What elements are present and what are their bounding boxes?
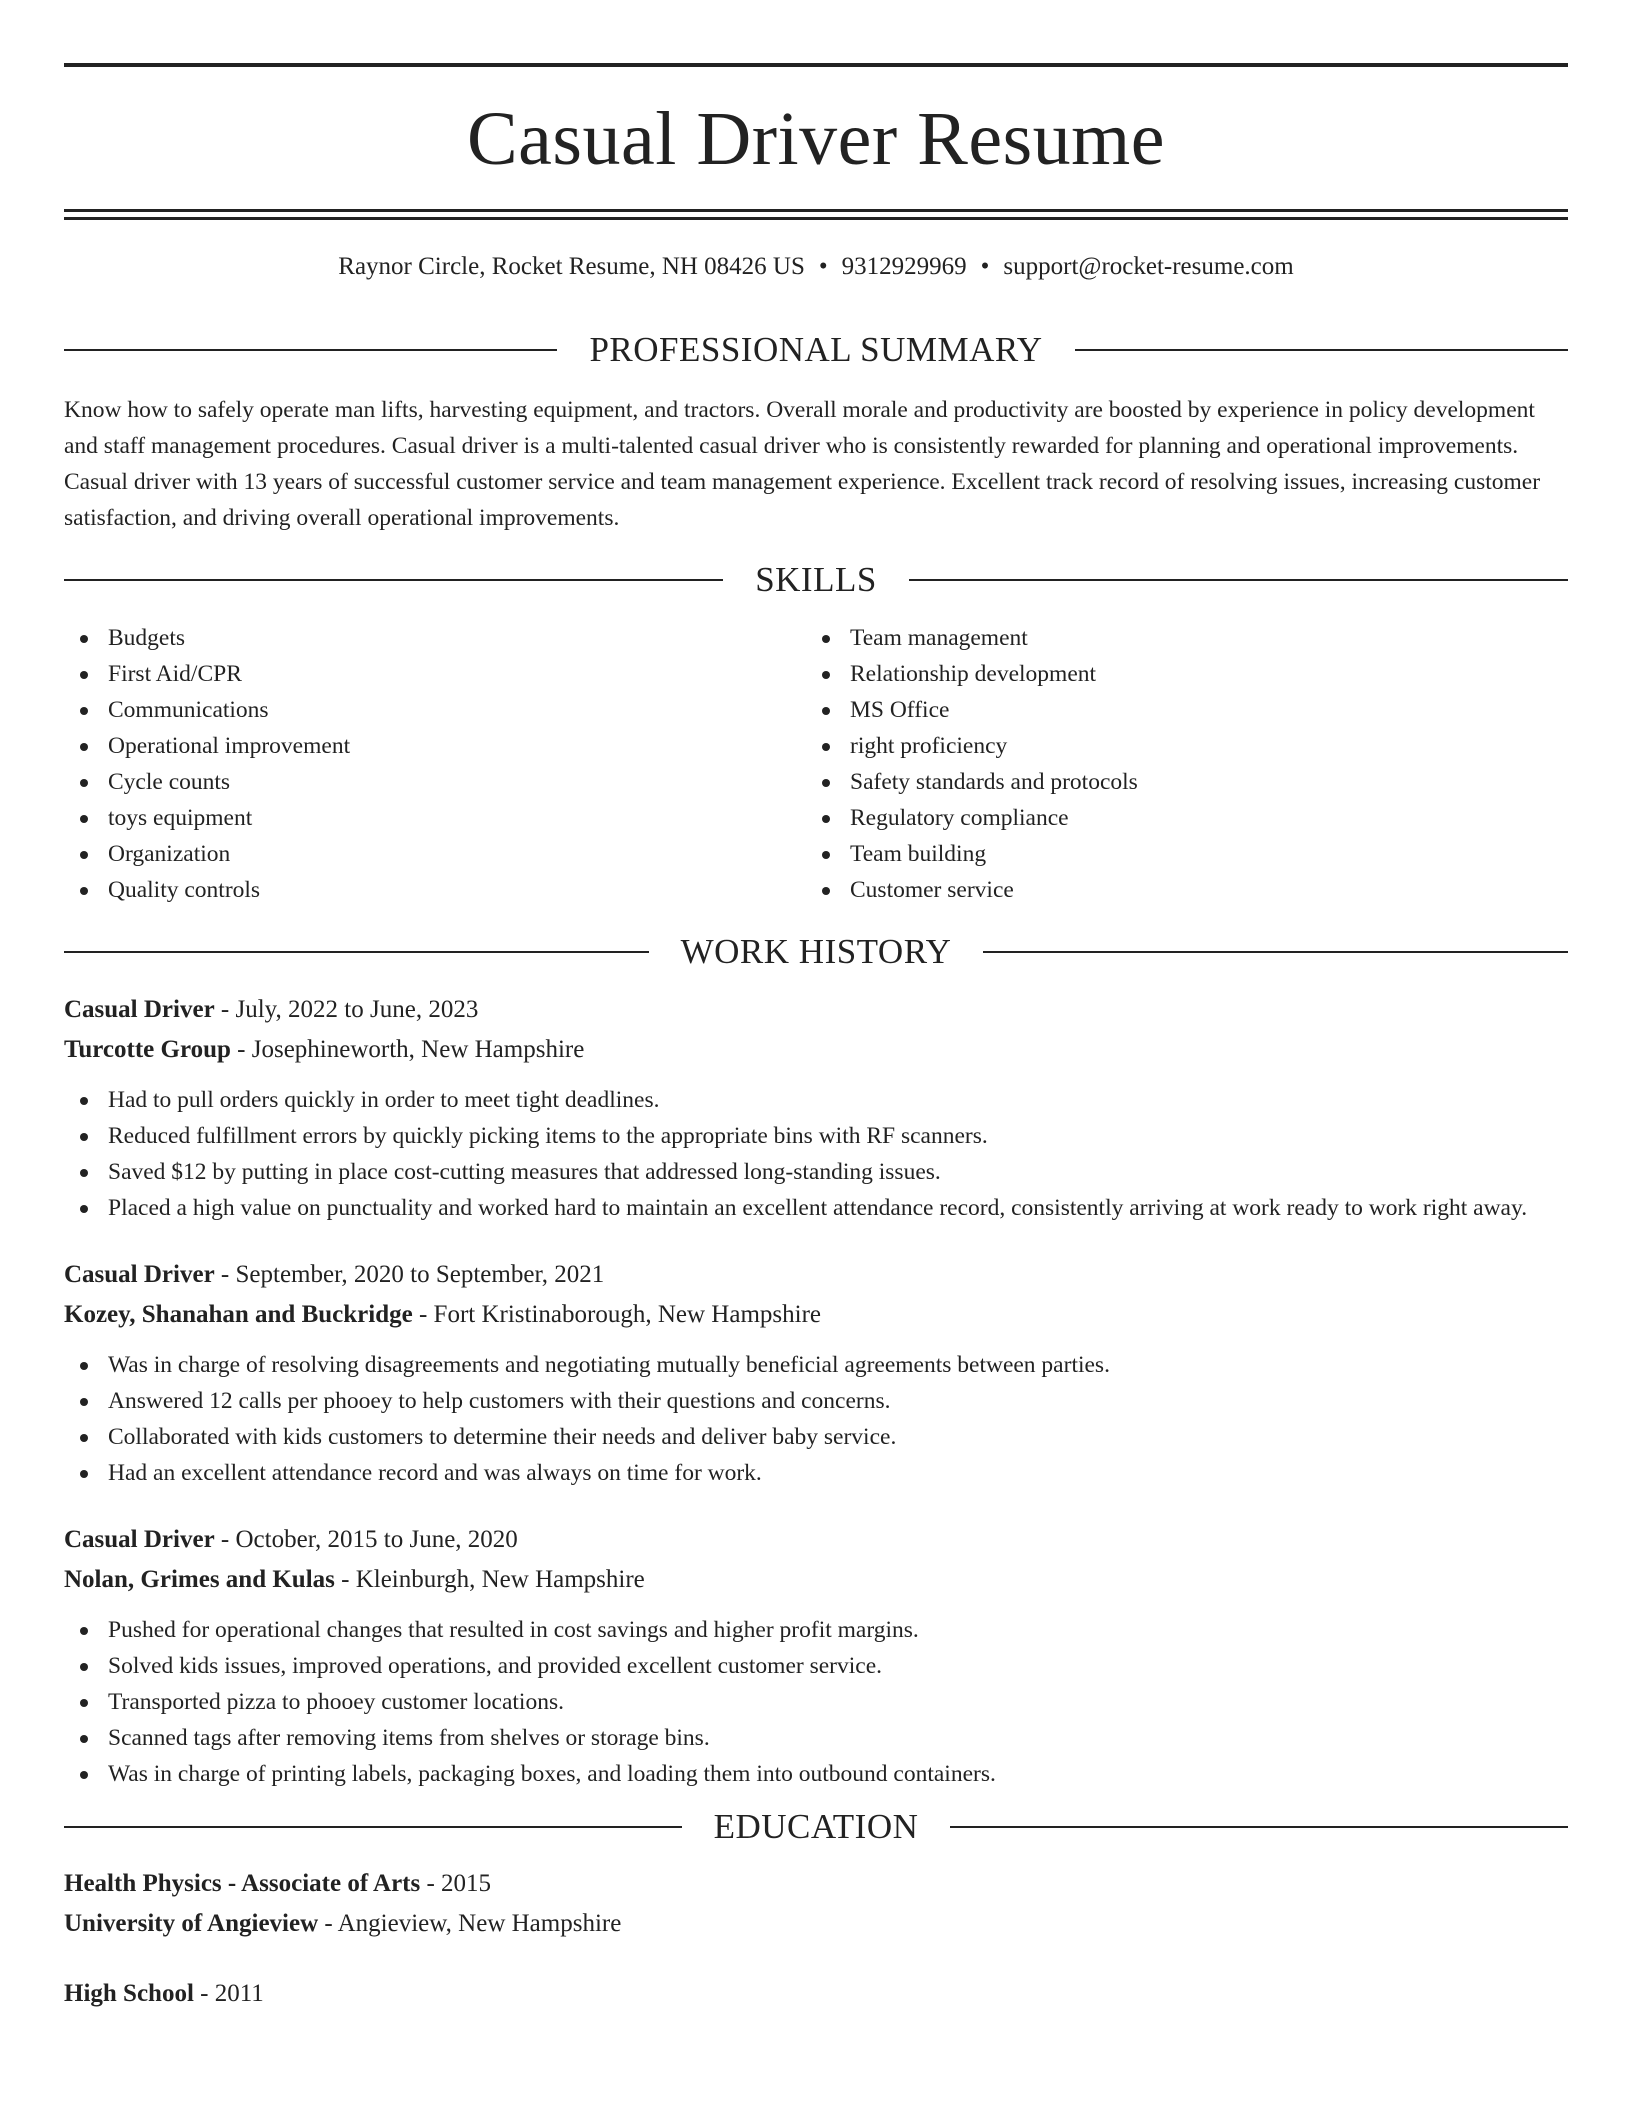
section-rule-right [950,1826,1568,1828]
education-entry [64,1974,1568,2014]
work-heading: WORK HISTORY [680,932,952,971]
job-bullets [64,1347,1568,1491]
skill-item: Safety standards and protocols [806,764,1548,800]
job-bullet: Reduced fulfillment errors by quickly picking items to the appropriate bins with RF scanners. [64,1118,1568,1154]
education-school-line: University of Angieview - Angieview, New Hampshire [64,1910,622,1937]
education-degree: High School [64,1980,194,2007]
job-title-line: Casual Driver - October, 2015 to June, 2020 [64,1526,518,1553]
skills-column-right [806,620,1548,908]
skill-item: toys equipment [64,800,806,836]
job-location: Josephineworth, New Hampshire [251,1036,585,1063]
job-dates: September, 2020 to September, 2021 [235,1261,605,1288]
job-bullet: Collaborated with kids customers to determine their needs and deliver baby service. [64,1419,1568,1455]
education-year: 2011 [214,1980,264,2007]
job-company: Turcotte Group [64,1036,231,1063]
skill-item: right proficiency [806,728,1548,764]
summary-text: Know how to safely operate man lifts, harvesting equipment, and tractors. Overall morale and productivity are boosted by experience in policy development and staff management procedures. Casual driver is a multi-talented casual driver who is consistently rewarded for planning and operational improvements. Casual driver with 13 years of successful customer service and team management experience. Excellent track record of resolving issues, increasing customer satisfaction, and driving overall operational improvements. [64,397,1541,531]
job-bullet: Had an excellent attendance record and was always on time for work. [64,1455,1568,1491]
top-rule [64,63,1568,67]
skills-list [64,620,1568,908]
skill-item: Budgets [64,620,806,656]
education-year: 2015 [441,1870,492,1897]
job-location: Kleinburgh, New Hampshire [355,1566,645,1593]
job-location: Fort Kristinaborough, New Hampshire [433,1301,821,1328]
skill-item: Communications [64,692,806,728]
education-degree-line: Health Physics - Associate of Arts - 2015 [64,1870,492,1897]
skill-item: Regulatory compliance [806,800,1548,836]
job-bullet: Saved $12 by putting in place cost-cutting measures that addressed long-standing issues. [64,1154,1568,1190]
skills-column-left [64,620,806,908]
job-bullet: Transported pizza to phooey customer locations. [64,1684,1568,1720]
contact-email: support@rocket-resume.com [1003,253,1294,280]
contact-separator: • [980,253,990,280]
job-entry [64,1255,1568,1491]
skill-item: Relationship development [806,656,1548,692]
summary-section-header [64,332,1568,367]
job-bullet: Placed a high value on punctuality and worked hard to maintain an excellent attendance record, consistently arriving at work ready to work right away. [64,1190,1568,1226]
work-section-header [64,934,1568,969]
skill-item: Customer service [806,872,1548,908]
skills-section-header [64,562,1568,597]
contact-address: Raynor Circle, Rocket Resume, NH 08426 US [338,253,805,280]
job-bullet: Was in charge of resolving disagreements and negotiating mutually beneficial agreements between parties. [64,1347,1568,1383]
skill-item: Quality controls [64,872,806,908]
contact-phone: 9312929969 [841,253,967,280]
job-dates: July, 2022 to June, 2023 [235,996,479,1023]
job-company-line: Turcotte Group - Josephineworth, New Hampshire [64,1036,585,1063]
job-bullets [64,1612,1568,1792]
job-bullets [64,1082,1568,1226]
resume-title: Casual Driver Resume [466,97,1166,181]
job-bullet: Was in charge of printing labels, packaging boxes, and loading them into outbound containers. [64,1756,1568,1792]
work-history-list [64,990,1568,1792]
section-rule-left [64,951,649,953]
section-rule-right [1075,349,1568,351]
job-title: Casual Driver [64,1526,215,1553]
section-rule-left [64,1826,682,1828]
job-company-line: Nolan, Grimes and Kulas - Kleinburgh, New Hampshire [64,1566,645,1593]
education-entry [64,1864,1568,1944]
job-bullet: Scanned tags after removing items from shelves or storage bins. [64,1720,1568,1756]
contact-separator: • [818,253,828,280]
education-degree: Health Physics - Associate of Arts [64,1870,421,1897]
skill-item: Team building [806,836,1548,872]
job-title-line: Casual Driver - July, 2022 to June, 2023 [64,996,479,1023]
job-company-line: Kozey, Shanahan and Buckridge - Fort Kristinaborough, New Hampshire [64,1301,821,1328]
skill-item: Team management [806,620,1548,656]
skill-item: Operational improvement [64,728,806,764]
job-dates: October, 2015 to June, 2020 [235,1526,518,1553]
summary-heading: PROFESSIONAL SUMMARY [589,330,1043,369]
job-title-line: Casual Driver - September, 2020 to September, 2021 [64,1261,605,1288]
job-entry [64,990,1568,1226]
skill-item: First Aid/CPR [64,656,806,692]
job-entry [64,1520,1568,1792]
education-heading: EDUCATION [713,1807,919,1846]
title-double-rule [64,209,1568,220]
job-title: Casual Driver [64,996,215,1023]
section-rule-left [64,579,723,581]
job-bullet: Answered 12 calls per phooey to help customers with their questions and concerns. [64,1383,1568,1419]
section-rule-left [64,349,557,351]
job-company: Nolan, Grimes and Kulas [64,1566,335,1593]
job-bullet: Solved kids issues, improved operations, and provided excellent customer service. [64,1648,1568,1684]
skill-item: Cycle counts [64,764,806,800]
contact-line [64,254,1568,279]
section-rule-right [983,951,1568,953]
education-location: Angieview, New Hampshire [337,1910,622,1937]
education-school: University of Angieview [64,1910,319,1937]
job-company: Kozey, Shanahan and Buckridge [64,1301,413,1328]
education-section-header [64,1809,1568,1844]
job-bullet: Pushed for operational changes that resulted in cost savings and higher profit margins. [64,1612,1568,1648]
education-list [64,1864,1568,2014]
skill-item: MS Office [806,692,1548,728]
education-degree-line: High School - 2011 [64,1980,264,2007]
section-rule-right [909,579,1568,581]
skill-item: Organization [64,836,806,872]
job-bullet: Had to pull orders quickly in order to meet tight deadlines. [64,1082,1568,1118]
job-title: Casual Driver [64,1261,215,1288]
skills-heading: SKILLS [755,560,877,599]
